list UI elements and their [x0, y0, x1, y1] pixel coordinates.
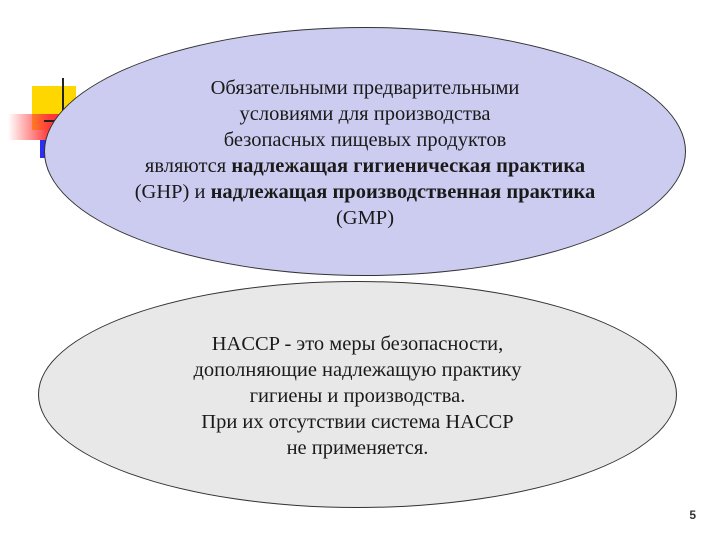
bottom-line-1: HACCP - это меры безопасности,	[211, 332, 504, 355]
top-line-4-prefix: являются	[144, 154, 232, 177]
top-ellipse-block	[44, 27, 686, 276]
page-number: 5	[689, 508, 696, 522]
bottom-ellipse-block	[38, 281, 677, 508]
top-line-6: (GMP)	[335, 206, 395, 229]
top-ellipse-text	[135, 73, 596, 231]
top-line-1: Обязательными предварительными	[210, 76, 520, 99]
top-line-4	[135, 153, 596, 179]
top-line-5-bold: надлежащая производственная практика	[210, 180, 596, 203]
bottom-line-2: дополняющие надлежащую практику	[193, 358, 522, 381]
bottom-ellipse-text	[194, 329, 522, 461]
top-line-2: условиями для производства	[239, 102, 491, 125]
bottom-line-3: гигиены и производства.	[249, 384, 466, 407]
top-line-5-prefix: (GHP) и	[134, 180, 211, 203]
bottom-line-5: не применяется.	[286, 436, 429, 459]
top-line-3: безопасных пищевых продуктов	[223, 128, 507, 151]
top-line-5	[135, 179, 596, 205]
top-line-4-bold: надлежащая гигиеническая практика	[231, 154, 586, 177]
bottom-line-4: При их отсутствии система HACCP	[201, 410, 514, 433]
